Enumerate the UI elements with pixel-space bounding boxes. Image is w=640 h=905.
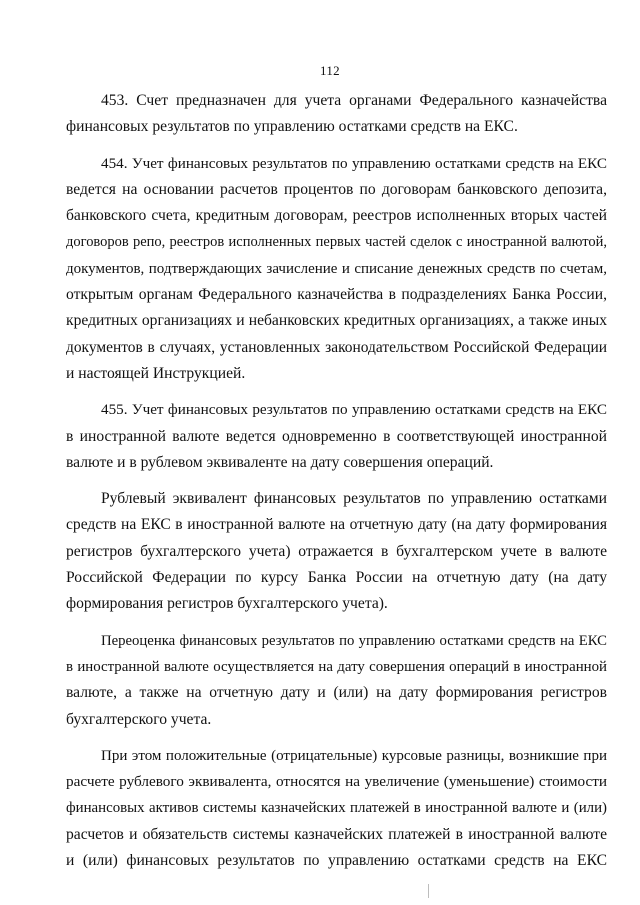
- text-line: финансовых результатов по управлению остатками средств на ЕКС.: [66, 118, 518, 136]
- text-line: бухгалтерского учета.: [66, 710, 212, 728]
- text-line: средств на ЕКС в иностранной валюте на отчетную дату (на дату формирования: [66, 516, 607, 534]
- text-line: валюте и в рублевом эквиваленте на дату совершения операций.: [66, 453, 494, 471]
- text-line: документов в случаях, установленных законодательством Российской Федерации: [66, 338, 607, 356]
- text-line: и (или) финансовых результатов по управлению остатками средств на ЕКС: [66, 852, 607, 870]
- text-line: и настоящей Инструкцией.: [66, 364, 246, 382]
- paragraph-454: [66, 151, 607, 388]
- paragraph-455: [66, 397, 607, 476]
- paragraph-revaluation: [66, 628, 607, 733]
- text-line: Переоценка финансовых результатов по управлению остатками средств на ЕКС: [101, 632, 607, 649]
- text-line: ведется на основании расчетов процентов по договорам банковского депозита,: [66, 180, 607, 198]
- paragraph-453: [66, 88, 607, 141]
- text-line: кредитных организациях и небанковских кредитных организациях, а также иных: [66, 312, 607, 330]
- document-body: [66, 88, 607, 884]
- scan-artifact-mark: [428, 884, 429, 898]
- text-line: Российской Федерации по курсу Банка России на отчетную дату (на дату: [66, 569, 607, 587]
- text-line: расчетов и обязательств системы казначейских платежей в иностранной валюте: [66, 825, 607, 843]
- text-line: документов, подтверждающих зачисление и списание денежных средств по счетам,: [66, 260, 607, 277]
- text-line: финансовых активов системы казначейских платежей в иностранной валюте и (или): [66, 800, 607, 817]
- text-line: 454. Учет финансовых результатов по управлению остатками средств на ЕКС: [101, 154, 607, 172]
- text-line: 455. Учет финансовых результатов по управлению остатками средств на ЕКС: [101, 401, 607, 419]
- paragraph-exchange-differences: [66, 743, 607, 874]
- paragraph-ruble-equivalent: [66, 486, 607, 617]
- text-line: При этом положительные (отрицательные) курсовые разницы, возникшие при: [101, 747, 607, 764]
- text-line: договоров репо, реестров исполненных первых частей сделок с иностранной валютой,: [66, 234, 607, 251]
- text-line: банковского счета, кредитным договорам, реестров исполненных вторых частей: [66, 207, 607, 225]
- text-line: расчете рублевого эквивалента, относятся на увеличение (уменьшение) стоимости: [66, 773, 607, 791]
- text-line: валюте, а также на отчетную дату и (или) на дату формирования регистров: [66, 684, 607, 702]
- page-number: 112: [320, 63, 340, 78]
- text-line: 453. Счет предназначен для учета органами Федерального казначейства: [101, 92, 607, 109]
- text-line: Рублевый эквивалент финансовых результатов по управлению остатками: [101, 490, 607, 508]
- text-line: формирования регистров бухгалтерского учета).: [66, 595, 388, 613]
- text-line: регистров бухгалтерского учета) отражается в бухгалтерском учете в валюте: [66, 542, 607, 560]
- text-line: открытым органам Федерального казначейства в подразделениях Банка России,: [66, 286, 607, 304]
- text-line: в иностранной валюте ведется одновременно в соответствующей иностранной: [66, 427, 607, 445]
- text-line: в иностранной валюте осуществляется на дату совершения операций в иностранной: [66, 658, 607, 675]
